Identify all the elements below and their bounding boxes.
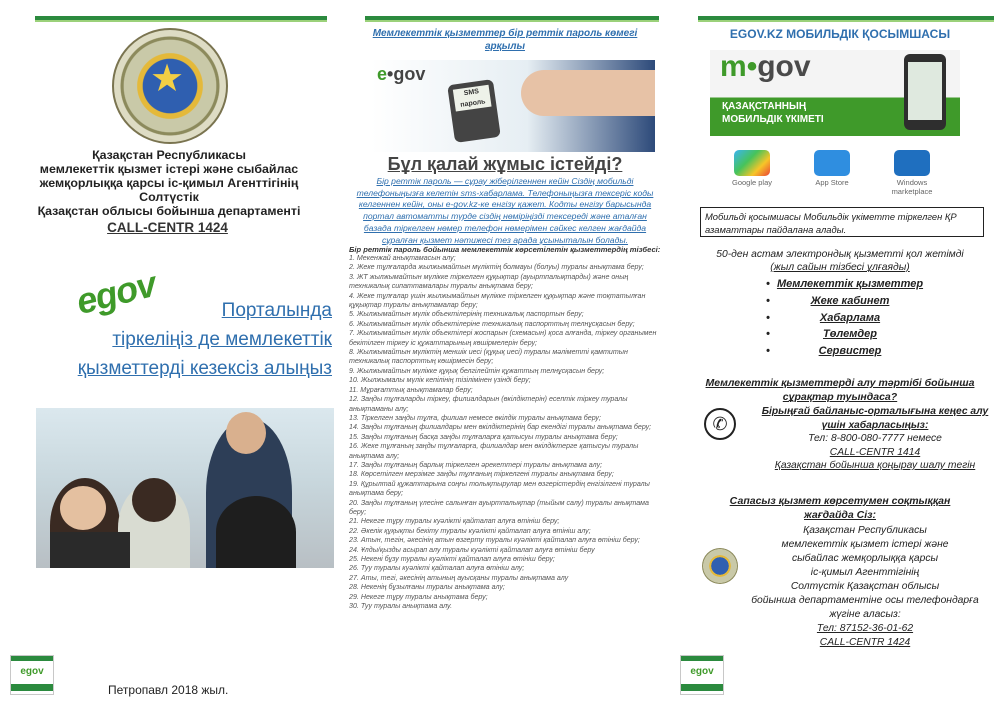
mgov-banner	[710, 50, 960, 136]
smartphone-image	[904, 54, 946, 130]
google-play-icon	[734, 150, 770, 176]
list-item: 12. Заңды тұлғаларды тіркеу, филиалдарын (өкілдіктерін) есептік тіркеу туралы анықтаманы алу;	[349, 395, 628, 413]
windows-marketplace-badge[interactable]: Windows marketplace	[880, 150, 944, 196]
portal-slogan[interactable]: Порталында тіркеліңіз де мемлекеттік қызметтерді кезексіз алыңыз	[77, 300, 332, 379]
egov-badge: egov	[680, 655, 724, 695]
list-item: 23. Атын, тегін, әкесінің атын өзгерту туралы куәлікті қайталап алуға өтініш беру;	[349, 536, 640, 545]
list-item: 19. Құрылтай құжаттарына соңғы толықтырулар мен өзгерістердің енгізілгені туралы анықтама беру;	[349, 479, 650, 498]
intro-text: Бір реттік пароль — сұрау жіберілгеннен кейін Сіздің мобильді телефоныңызға келетін sms-хабарлама. Телефоныңызға тексеріс коды келгеннен кейін, оны e-gov.kz-ке енгізу қажет. Кодты енгізу барысында портал автоматты түрде сіздің нөміріңізді тексереді және аталған базада тіркелген нөмер телефон нөмерімен сәйкес келген жағдайда сұралған қызмет нәтижесі тез арада ұсыныталын болады.	[356, 176, 654, 245]
city-year: Петропавл 2018 жыл.	[108, 683, 229, 697]
person-figure	[216, 496, 296, 568]
list-item: 16. Жеке тұлғаның заңды тұлғаларға, филиалдар мен өкілдіктерге қатысуы туралы анықтама алу;	[349, 442, 639, 460]
list-item: 21. Некеге тұру туралы куәлікті қайталап алуға өтініш беру;	[349, 517, 560, 526]
call-centre-number: CALL-CENTR 1424	[107, 220, 228, 235]
list-item: 11. Мұрағаттық анықтамалар беру;	[349, 385, 473, 394]
list-item: 27. Аты, тегі, әкесінің атының ауысқаны туралы анықтама алу	[349, 573, 569, 582]
list-item: 9. Жылжымайтын мүлікке құқық белгілейтін құжаттың телнұсқасын беру;	[349, 366, 605, 375]
banner-caption: ҚАЗАҚСТАННЫҢ МОБИЛЬДІК ҮКІМЕТІ	[722, 101, 824, 125]
panel-left	[0, 0, 335, 707]
quality-heading: Сапасыз қызмет көрсетумен соқтыққан жағдайда Сіз:	[729, 495, 951, 521]
list-item: 26. Туу туралы куәлікті қайталап алуға өтініш алу;	[349, 564, 525, 573]
list-item: 8. Жылжымайтын мүліктің меншік иесі (құқық иесі) туралы мәліметті қамтитын техникалық паспорттың көшірмесін беру;	[349, 348, 628, 366]
top-divider	[698, 16, 994, 20]
egov-badge: egov	[10, 655, 54, 695]
egov-logo: e•gov	[377, 64, 426, 84]
service-list	[349, 254, 661, 611]
question-heading: Мемлекеттік қызметтерді алу тәртібі бойынша сұрақтар туындаса?	[705, 377, 975, 403]
phone-icon: ✆	[704, 408, 736, 440]
list-item: • Сервистер	[740, 343, 960, 360]
list-item: 6. Жылжымайтын мүлік объектілеріне техникалық паспорттың телнұсқасын беру;	[349, 319, 635, 328]
agency-contact: Қазақстан Республикасы мемлекеттік қызмет істері және сыбайлас жемқорлыққа қарсы іс-қимыл Агенттігінің Солтүстік Қазақстан облысы бойынша департаментіне осы телефондарға жүгіне аласыз: Тел: 87152-36-01-62 CALL-CENTR 1424	[751, 525, 979, 648]
mgov-logo: m•gov	[720, 50, 811, 83]
list-item: 4. Жеке тұлғалар үшін жылжымайтын мүлікке тіркелген құқықтар және тоқтатылған құқықтар туралы анықтамалар беру;	[349, 291, 646, 310]
list-item: 10. Жылжымалы мүлік кепілінің тізілімінен үзінді беру;	[349, 376, 531, 385]
windows-icon	[894, 150, 930, 176]
app-services-list	[740, 276, 960, 360]
google-play-badge[interactable]: Google play	[720, 150, 784, 187]
phone-icon: SMS пароль	[447, 79, 501, 143]
list-item: 25. Некені бұзу туралы куәлікті қайталап алуға өтініш беру;	[349, 555, 555, 563]
list-item: 13. Тіркелген заңды тұлға, филиал немесе өкілдік туралы анықтама беру;	[349, 413, 601, 422]
person-face	[60, 486, 106, 530]
list-item: 1. Мекенжай анықтамасын алу;	[349, 254, 456, 262]
list-item: 2. Жеке тұлғаларда жылжымайтын мүліктің болмауы (болуы) туралы анықтама беру;	[349, 263, 644, 272]
list-item: 30. Туу туралы анықтама алу.	[349, 602, 453, 611]
list-item: 22. Әкелік құқықты бекіту туралы куәлікті қайталап алуға өтініш алу;	[349, 526, 591, 535]
laptop	[50, 532, 130, 568]
top-divider	[365, 16, 659, 20]
list-item: 28. Некенің бұзылғаны туралы анықтама алу;	[349, 583, 505, 592]
list-item: 15. Заңды тұлғаның басқа заңды тұлғаларға қатысуы туралы анықтама беру;	[349, 432, 618, 441]
list-item: • Хабарлама	[740, 310, 960, 327]
list-item: • Жеке кабинет	[740, 293, 960, 310]
person-face	[226, 412, 266, 454]
organization-name: Қазақстан Республикасы мемлекеттік қызмет істері және сыбайлас жемқорлыққа қарсы іс-қимыл Агенттігінің Солтүстік Қазақстан облысы бойынша департаменті	[37, 148, 301, 218]
app-note-box: Мобильді қосымшасы Мобильдік үкіметте тіркелген ҚР азаматтары пайдалана алады.	[700, 207, 984, 237]
panel-right	[680, 0, 1000, 707]
list-item: 20. Заңды тұлғаның үлесіне салынған ауыртпалықтар (тыйым салу) туралы анықтама беру;	[349, 498, 649, 516]
section-title: EGOV.KZ МОБИЛЬДІК ҚОСЫМШАСЫ	[729, 27, 951, 41]
list-item: • Төлемдер	[740, 326, 960, 343]
app-store-icon	[814, 150, 850, 176]
state-emblem-icon: ★	[112, 28, 228, 144]
store-badges	[720, 150, 960, 196]
contact-block: Бірыңғай байланыс-орталығына кеңес алу үшін хабарласыңыз: Тел: 8-800-080-7777 немесе CALL-CENTR 1414 Қазақстан бойынша қоңырау шалу тегін	[761, 406, 989, 471]
panel-middle	[345, 0, 665, 707]
list-item: 7. Жылжымайтын мүлік объектілері жоспарын (схемасын) қоса алғанда, тіркеу органымен бекітілген тіркеу іс құжаттарының көшірмелерін беру;	[349, 329, 657, 347]
how-it-works-heading: Бұл қалай жұмыс істейді?	[387, 154, 623, 174]
person-hair	[132, 478, 176, 522]
list-heading: Бір реттік пароль бойынша мемлекеттік көрсетілетін қызметтердің тізбесі:	[349, 245, 661, 254]
list-item: 29. Некеге тұру туралы анықтама беру;	[349, 592, 488, 601]
top-divider	[35, 16, 327, 20]
list-item: 18. Көрсетілген мерзімге заңды тұлғаның тіркелгені туралы анықтама беру;	[349, 470, 614, 479]
list-item: 14. Заңды тұлғаның филиалдары мен өкілдіктерінің бар екендігі туралы анықтама беру;	[349, 423, 652, 432]
list-item: • Мемлекеттік қызметтер	[740, 276, 960, 293]
office-photo	[36, 408, 334, 568]
app-store-badge[interactable]: App Store	[800, 150, 864, 187]
services-heading: 50-ден астам электрондық қызметті қол жетімді (жыл сайын тізбесі ұлғаяды)	[716, 249, 964, 273]
list-item: 24. Ұлды/қызды асырап алу туралы куәлікті қайталап алуға өтініш беру	[349, 545, 595, 554]
state-emblem-icon	[702, 548, 738, 584]
section-title: Мемлекеттік қызметтер бір реттік пароль көмегі арқылы	[372, 28, 638, 52]
list-item: 5. Жылжымайтын мүлік объектілерінің техникалық паспортын беру;	[349, 310, 584, 319]
sms-hero-image	[371, 60, 655, 152]
hand-image	[521, 70, 655, 116]
list-item: 3. ЖТ жылжымайтын мүлікке тіркелген құқықтар (ауыртпалықтарды) және оның техникалық сипаттамалары туралы анықтама беру;	[349, 272, 629, 291]
list-item: 17. Заңды тұлғаның барлық тіркелген әрекеттері туралы анықтама алу;	[349, 460, 603, 469]
egov-logo: egov	[72, 262, 160, 323]
